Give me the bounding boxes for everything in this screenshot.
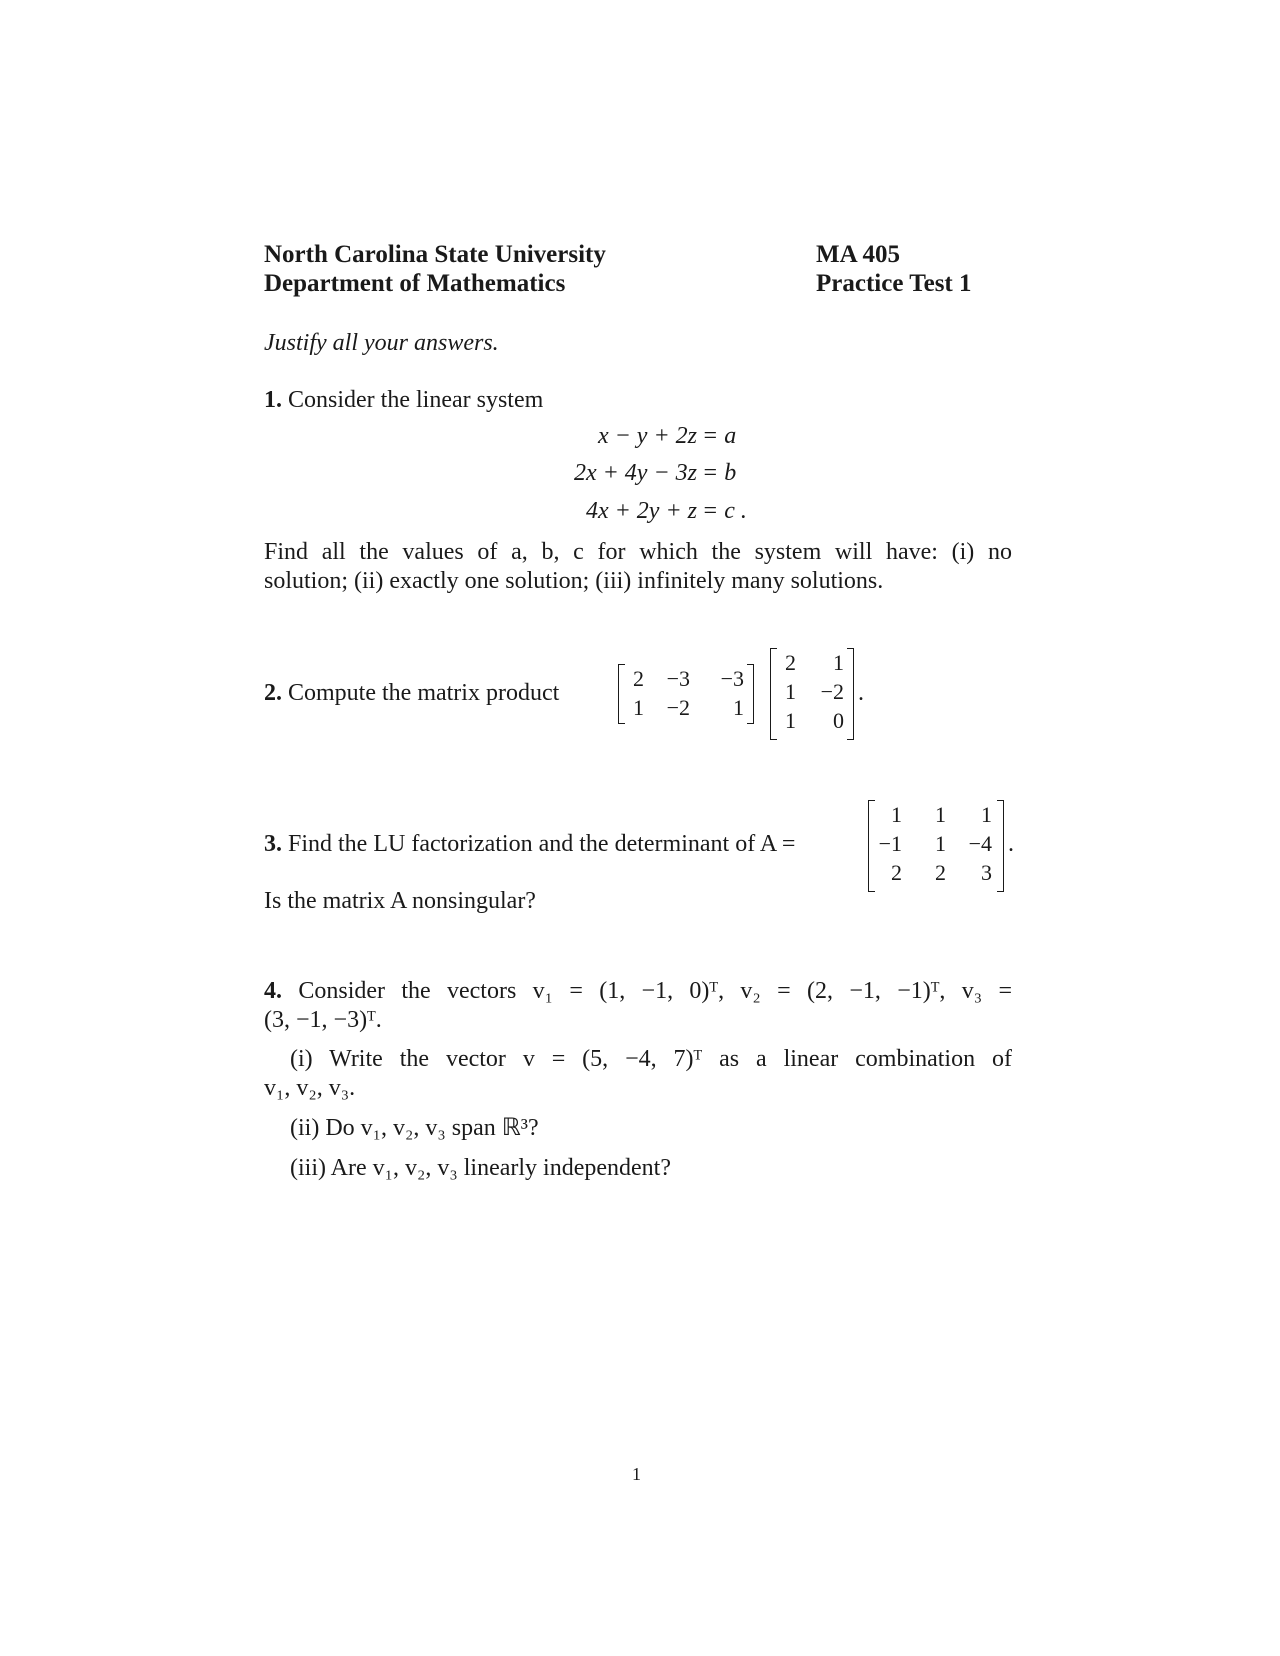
question-4-part-2: (ii) Do v₁, v₂, v₃ span ℝ³? xyxy=(290,1115,539,1141)
matrix-cell: −2 xyxy=(666,695,690,720)
test-title: Practice Test 1 xyxy=(816,270,972,297)
matrix-cell: 1 xyxy=(891,802,902,827)
course-code: MA 405 xyxy=(816,241,901,268)
question-4-number: 4. xyxy=(264,978,282,1004)
question-3-followup: Is the matrix A nonsingular? xyxy=(264,888,536,914)
matrix-cell: −3 xyxy=(720,666,744,691)
equation-2-lhs: 2x + 4y − 3z xyxy=(573,460,697,486)
department-name: Department of Mathematics xyxy=(264,270,566,297)
question-3-text xyxy=(264,829,795,859)
question-4-part-1-line-2: v₁, v₂, v₃. xyxy=(264,1075,356,1101)
question-1-text: Consider the linear system xyxy=(288,387,544,413)
matrix-2x3 xyxy=(618,664,754,724)
question-1-line-1: Find all the values of a, b, c for which the system will have: (i) no xyxy=(264,539,1012,565)
question-4-text: Consider the vectors v₁ = (1, −1, 0)ᵀ, v₂ = (2, −1, −1)ᵀ, v₃ = xyxy=(298,978,1012,1004)
matrix-cell: 1 xyxy=(935,831,946,856)
matrix-cell: 2 xyxy=(935,860,946,885)
question-1-intro xyxy=(264,385,543,415)
question-2-number: 2. xyxy=(264,680,282,706)
matrix-cell: 0 xyxy=(833,708,844,733)
question-2-prompt: Compute the matrix product xyxy=(288,680,560,706)
matrix-cell: 1 xyxy=(633,695,644,720)
matrix-cell: 1 xyxy=(833,650,844,675)
matrix-cell: 2 xyxy=(891,860,902,885)
equation-2-rhs: = b xyxy=(702,460,737,486)
matrix-A xyxy=(868,800,1004,892)
bracket-right xyxy=(747,664,754,724)
matrix-cell: −3 xyxy=(666,666,690,691)
matrix-cell: −1 xyxy=(878,831,902,856)
matrix-cell: 1 xyxy=(785,708,796,733)
question-3-number: 3. xyxy=(264,831,282,857)
question-4-part-3: (iii) Are v₁, v₂, v₃ linearly independent? xyxy=(290,1155,671,1181)
question-4-part-1-line-1: (i) Write the vector v = (5, −4, 7)ᵀ as a linear combination of xyxy=(290,1046,1012,1072)
bracket-right xyxy=(997,800,1004,892)
university-name: North Carolina State University xyxy=(264,241,606,268)
instruction: Justify all your answers. xyxy=(264,330,499,356)
question-1-line-2: solution; (ii) exactly one solution; (iii) infinitely many solutions. xyxy=(264,568,884,594)
equation-3-rhs: = c . xyxy=(702,498,747,524)
matrix-cell: 2 xyxy=(785,650,796,675)
matrix-cell: 3 xyxy=(981,860,992,885)
matrix-cell: −2 xyxy=(820,679,844,704)
question-4-line-1 xyxy=(264,976,1012,1006)
matrix-cell: 1 xyxy=(935,802,946,827)
matrix-cell: 1 xyxy=(733,695,744,720)
question-3-prompt: Find the LU factorization and the determinant of A = xyxy=(288,831,796,857)
question-4-line-2: (3, −1, −3)ᵀ. xyxy=(264,1007,382,1033)
equation-1-rhs: = a xyxy=(702,423,737,449)
matrix-cell: 2 xyxy=(633,666,644,691)
matrix-cell: −4 xyxy=(968,831,992,856)
question-2-text xyxy=(264,678,559,708)
matrix-3x2 xyxy=(770,648,854,740)
matrix-cell: 1 xyxy=(785,679,796,704)
matrix-cell: 1 xyxy=(981,802,992,827)
question-1-number: 1. xyxy=(264,387,282,413)
bracket-right xyxy=(847,648,854,740)
equation-1-lhs: x − y + 2z xyxy=(597,423,697,449)
page-number: 1 xyxy=(632,1464,641,1484)
equation-3-lhs: 4x + 2y + z xyxy=(585,498,697,524)
question-3-period: . xyxy=(1008,831,1014,857)
question-2-period: . xyxy=(858,680,864,706)
